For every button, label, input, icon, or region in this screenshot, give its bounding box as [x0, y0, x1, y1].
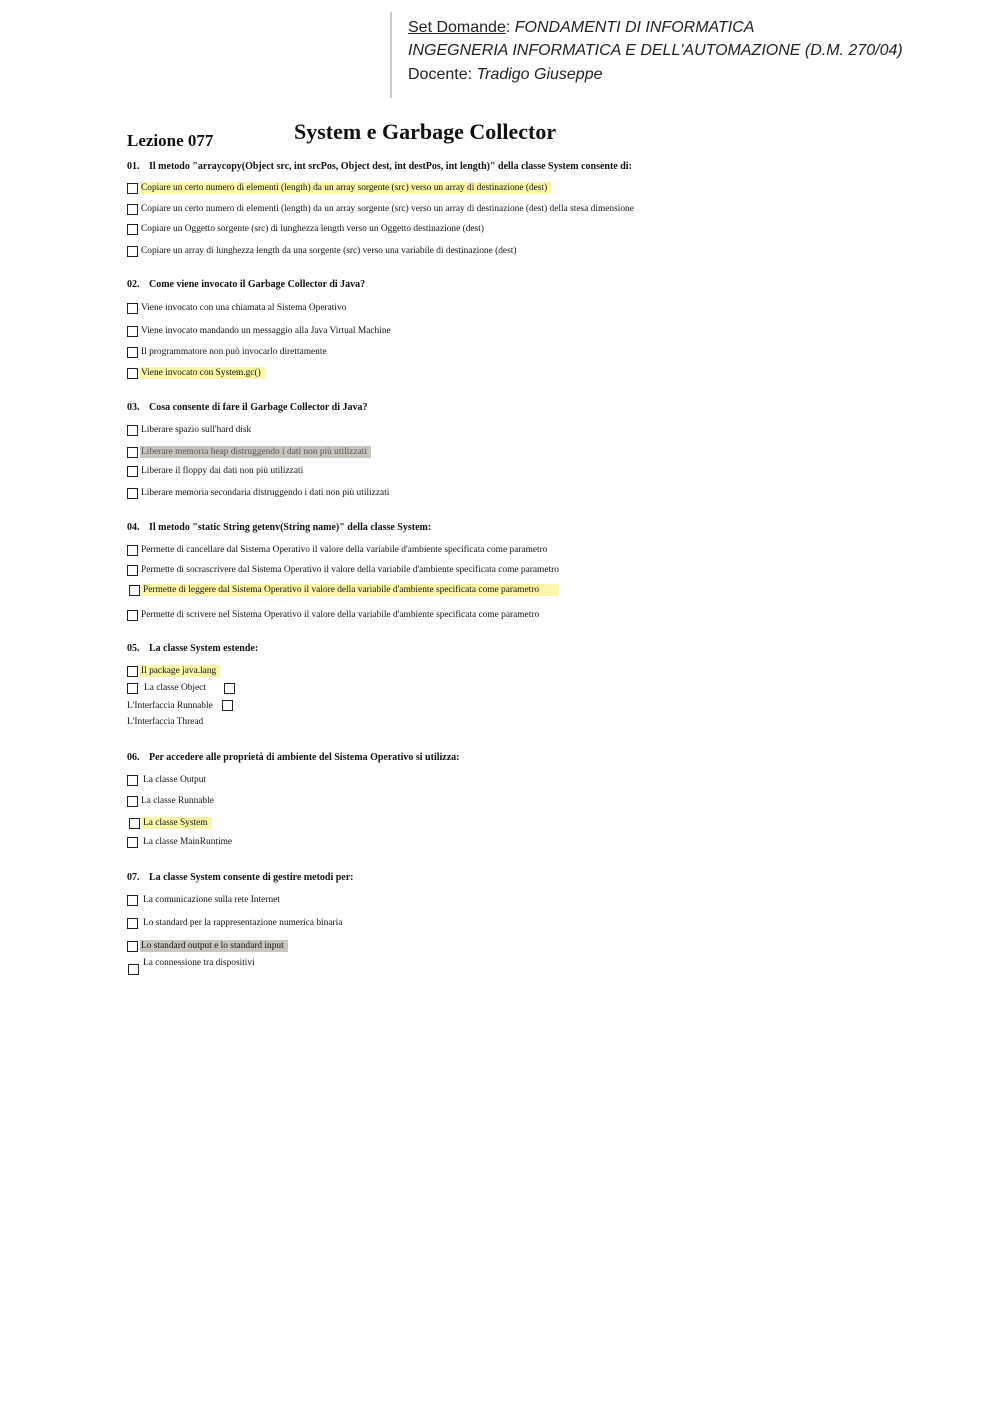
question-text: Cosa consente di fare il Garbage Collector di Java?: [149, 402, 368, 413]
answer-text: La classe System: [142, 817, 212, 829]
answer-option[interactable]: [127, 203, 638, 215]
checkbox[interactable]: [127, 610, 138, 621]
checkbox[interactable]: [127, 246, 138, 257]
answer-option[interactable]: [127, 940, 288, 952]
question-1: [127, 161, 632, 172]
answer-text: Permette di cancellare dal Sistema Operativo il valore della variabile d'ambiente specificata come parametro: [141, 545, 548, 555]
question-3: [127, 402, 368, 413]
answer-option[interactable]: [127, 367, 265, 379]
answer-text: Viene invocato mandando un messaggio alla Java Virtual Machine: [141, 326, 391, 336]
checkbox[interactable]: [127, 303, 138, 314]
checkbox[interactable]: [127, 368, 138, 379]
answer-text: Viene invocato con una chiamata al Sistema Operativo: [141, 303, 347, 313]
question-5: [127, 643, 258, 654]
answer-option[interactable]: [127, 917, 346, 929]
answer-option[interactable]: [127, 465, 307, 477]
answer-text: Liberare spazio sull'hard disk: [141, 425, 252, 435]
answer-text: Permette di scrivere nel Sistema Operativo il valore della variabile d'ambiente specificata come parametro: [141, 610, 540, 620]
checkbox[interactable]: [127, 666, 138, 677]
answer-option[interactable]: [127, 894, 284, 906]
question-4: [127, 522, 431, 533]
question-number: 04.: [127, 522, 140, 533]
answer-text: La connessione tra dispositivi: [143, 958, 255, 968]
question-number: 03.: [127, 402, 140, 413]
answer-text: Copiare un array di lunghezza length da una sorgente (src) verso una variabile di destinazione (dest): [141, 246, 517, 256]
question-7: [127, 872, 354, 883]
answer-option[interactable]: [127, 487, 393, 499]
answer-text: La classe Output: [143, 775, 207, 785]
answer-option[interactable]: [127, 325, 395, 337]
answer-text: La classe Runnable: [141, 796, 214, 806]
question-6: [127, 752, 460, 763]
question-number: 02.: [127, 279, 140, 290]
answer-option[interactable]: [127, 836, 236, 848]
question-text: Come viene invocato il Garbage Collector di Java?: [149, 279, 366, 290]
checkbox[interactable]: [129, 818, 140, 829]
answer-option[interactable]: [127, 682, 210, 694]
question-number: 06.: [127, 752, 140, 763]
answer-option[interactable]: [129, 817, 212, 829]
answer-option[interactable]: [127, 544, 551, 556]
answer-option[interactable]: [129, 584, 559, 596]
checkbox[interactable]: [129, 585, 140, 596]
set-colon: :: [505, 19, 511, 36]
checkbox[interactable]: [127, 775, 138, 786]
answer-option[interactable]: [127, 245, 520, 257]
answer-option[interactable]: [127, 774, 210, 786]
checkbox[interactable]: [127, 488, 138, 499]
set-label: Set Domande: [408, 19, 506, 36]
answer-text: La classe MainRuntime: [143, 837, 233, 847]
answer-text: Lo standard per la rappresentazione numerica binaria: [143, 918, 343, 928]
question-2: [127, 279, 365, 290]
answer-option[interactable]: [127, 302, 350, 314]
checkbox[interactable]: [127, 447, 138, 458]
answer-option[interactable]: [127, 182, 551, 194]
lesson-number: Lezione 077: [127, 131, 214, 150]
question-text: La classe System estende:: [149, 643, 259, 654]
answer-text: Il programmatore non può invocarlo direttamente: [141, 347, 327, 357]
answer-text: L'Interfaccia Thread: [127, 717, 204, 727]
answer-text: Liberare il floppy dai dati non più utilizzati: [141, 466, 304, 476]
checkbox[interactable]: [127, 796, 138, 807]
answer-text: Copiare un Oggetto sorgente (src) di lunghezza length verso un Oggetto destinazione (dest): [141, 224, 484, 234]
checkbox[interactable]: [127, 466, 138, 477]
answer-option[interactable]: [127, 564, 563, 576]
header-divider: [390, 12, 392, 98]
answer-option[interactable]: [127, 223, 488, 235]
checkbox[interactable]: [127, 565, 138, 576]
course-name: FONDAMENTI DI INFORMATICA: [514, 19, 755, 36]
header-course-line: [408, 19, 754, 37]
answer-text: La comunicazione sulla rete Internet: [143, 895, 280, 905]
question-number: 07.: [127, 872, 140, 883]
header-teacher-line: [408, 66, 603, 84]
page-title: System e Garbage Collector: [294, 119, 557, 144]
checkbox[interactable]: [127, 683, 138, 694]
checkbox[interactable]: [127, 224, 138, 235]
answer-text: Liberare memoria heap distruggendo i dati non più utilizzati: [140, 446, 371, 458]
answer-option[interactable]: [127, 609, 543, 621]
checkbox[interactable]: [127, 425, 138, 436]
answer-text: Copiare un certo numero di elementi (length) da un array sorgente (src) verso un array di destinazione (dest): [140, 182, 551, 194]
answer-option[interactable]: [127, 424, 255, 436]
answer-text: L'Interfaccia Runnable: [127, 701, 213, 711]
header-degree-line: [408, 42, 903, 60]
answer-text: Permette di socrascrivere dal Sistema Operativo il valore della variabile d'ambiente specificata come parametro: [141, 565, 559, 575]
checkbox[interactable]: [224, 683, 235, 694]
checkbox[interactable]: [127, 941, 138, 952]
answer-text: Copiare un certo numero di elementi (length) da un array sorgente (src) verso un array di destinazione (dest) della stesa dimensione: [141, 204, 634, 214]
answer-option[interactable]: [127, 446, 371, 458]
question-text: Il metodo "static String getenv(String name)" della classe System:: [149, 522, 432, 533]
question-number: 01.: [127, 161, 140, 172]
checkbox[interactable]: [127, 895, 138, 906]
checkbox[interactable]: [127, 837, 138, 848]
checkbox[interactable]: [127, 918, 138, 929]
question-text: Il metodo "arraycopy(Object src, int srcPos, Object dest, int destPos, int length)" della classe System consente di:: [149, 161, 632, 172]
answer-option[interactable]: [127, 665, 220, 677]
answer-option[interactable]: [127, 346, 331, 358]
answer-text: Permette di leggere dal Sistema Operativo il valore della variabile d'ambiente specificata come parametro: [142, 584, 559, 596]
answer-text: Viene invocato con System.gc(): [140, 367, 265, 379]
degree-name: INGEGNERIA INFORMATICA E DELL'AUTOMAZIONE (D.M. 270/04): [408, 42, 903, 59]
teacher-name: Tradigo Giuseppe: [476, 66, 603, 83]
checkbox[interactable]: [222, 700, 233, 711]
question-number: 05.: [127, 643, 140, 654]
checkbox[interactable]: [127, 347, 138, 358]
answer-text: Liberare memoria secondaria distruggendo i dati non più utilizzati: [141, 488, 390, 498]
checkbox[interactable]: [127, 326, 138, 337]
answer-text: La classe Object: [144, 683, 206, 693]
question-text: Per accedere alle proprietà di ambiente del Sistema Operativo si utilizza:: [149, 752, 460, 763]
checkbox[interactable]: [127, 204, 138, 215]
checkbox[interactable]: [127, 545, 138, 556]
answer-text: Lo standard output e lo standard input: [140, 940, 288, 952]
checkbox[interactable]: [128, 964, 139, 975]
teacher-label: Docente:: [408, 66, 473, 83]
question-text: La classe System consente di gestire metodi per:: [149, 872, 354, 883]
answer-text: Il package java.lang: [140, 665, 220, 677]
checkbox[interactable]: [127, 183, 138, 194]
answer-option[interactable]: [127, 795, 218, 807]
